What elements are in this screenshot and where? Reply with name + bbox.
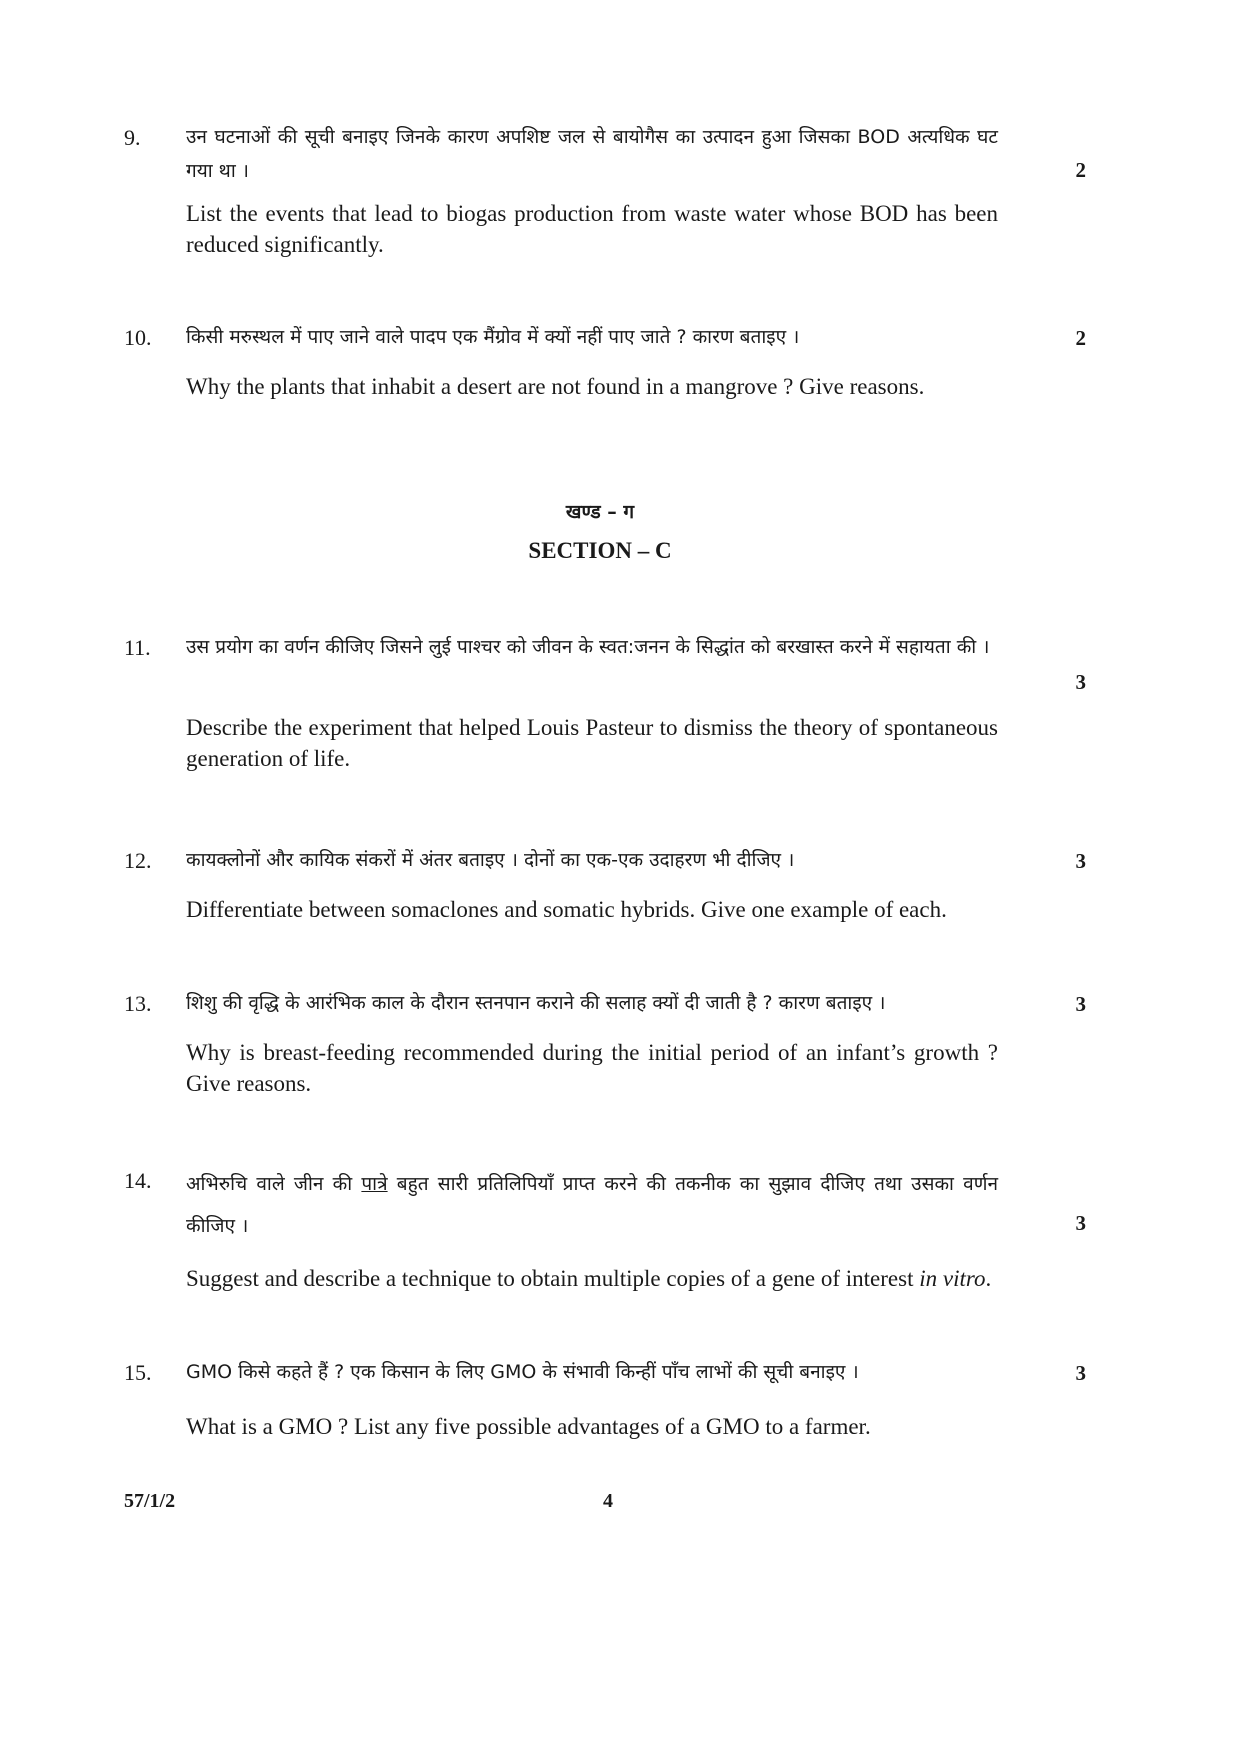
question-text-hindi: उन घटनाओं की सूची बनाइए जिनके कारण अपशिष्ट जल से बायोगैस का उत्पादन हुआ जिसका BOD अत्यधिक घट गया था ।	[186, 126, 998, 182]
italic-term: in vitro	[919, 1266, 986, 1291]
question-number: 9.	[124, 125, 141, 150]
question-number: 14.	[124, 1168, 152, 1193]
question-text-hindi: कायक्लोनों और कायिक संकरों में अंतर बताइए । दोनों का एक-एक उदाहरण भी दीजिए ।	[186, 849, 795, 871]
question-marks: 3	[1075, 992, 1086, 1016]
question-number: 12.	[124, 848, 152, 873]
english-text-start: Suggest and describe a technique to obtain multiple copies of a gene of interest	[186, 1266, 920, 1291]
question-marks: 2	[1075, 326, 1086, 350]
question-text-hindi: शिशु की वृद्धि के आरंभिक काल के दौरान स्तनपान कराने की सलाह क्यों दी जाती है ? कारण बताइए ।	[186, 992, 886, 1014]
question-text-hindi: किसी मरुस्थल में पाए जाने वाले पादप एक मैंग्रोव में क्यों नहीं पाए जाते ? कारण बताइए ।	[186, 326, 800, 348]
question-text-english	[186, 1263, 998, 1294]
paper-code: 57/1/2	[124, 1490, 176, 1512]
section-heading-english: SECTION – C	[528, 538, 672, 563]
hindi-text-start: अभिरुचि वाले जीन की	[186, 1173, 362, 1195]
question-text-english: What is a GMO ? List any five possible advantages of a GMO to a farmer.	[186, 1414, 871, 1439]
question-text-english: Differentiate between somaclones and somatic hybrids. Give one example of each.	[186, 897, 947, 922]
question-number: 15.	[124, 1360, 152, 1385]
question-text-hindi: उस प्रयोग का वर्णन कीजिए जिसने लुई पाश्चर को जीवन के स्वत:जनन के सिद्धांत को बरखास्त करने में सहायता की ।	[186, 636, 990, 658]
english-text-end: .	[985, 1266, 992, 1291]
question-text-hindi	[186, 1163, 998, 1247]
question-marks: 3	[1075, 849, 1086, 873]
question-text-english: Why the plants that inhabit a desert are not found in a mangrove ? Give reasons.	[186, 374, 925, 399]
question-marks: 3	[1075, 1361, 1086, 1385]
question-number: 13.	[124, 991, 152, 1016]
underlined-word: पात्रे	[361, 1173, 388, 1195]
question-text-english: Why is breast-feeding recommended during the initial period of an infant’s growth ? Give reasons.	[186, 1040, 998, 1096]
question-text-hindi: GMO किसे कहते हैं ? एक किसान के लिए GMO के संभावी किन्हीं पाँच लाभों की सूची बनाइए ।	[186, 1361, 859, 1383]
question-text-english: Describe the experiment that helped Louis Pasteur to dismiss the theory of spontaneous generation of life.	[186, 715, 998, 771]
question-marks: 3	[1075, 1211, 1086, 1235]
question-number: 10.	[124, 325, 152, 350]
question-text-english: List the events that lead to biogas production from waste water whose BOD has been reduced significantly.	[186, 201, 998, 257]
hindi-text-end: बहुत सारी प्रतिलिपियाँ प्राप्त करने की तकनीक का सुझाव दीजिए तथा उसका वर्णन कीजिए ।	[186, 1173, 998, 1237]
page-number: 4	[603, 1490, 613, 1512]
question-number: 11.	[124, 635, 151, 660]
question-marks: 2	[1075, 158, 1086, 182]
question-marks: 3	[1075, 670, 1086, 694]
section-heading-hindi: खण्ड – ग	[565, 501, 635, 523]
